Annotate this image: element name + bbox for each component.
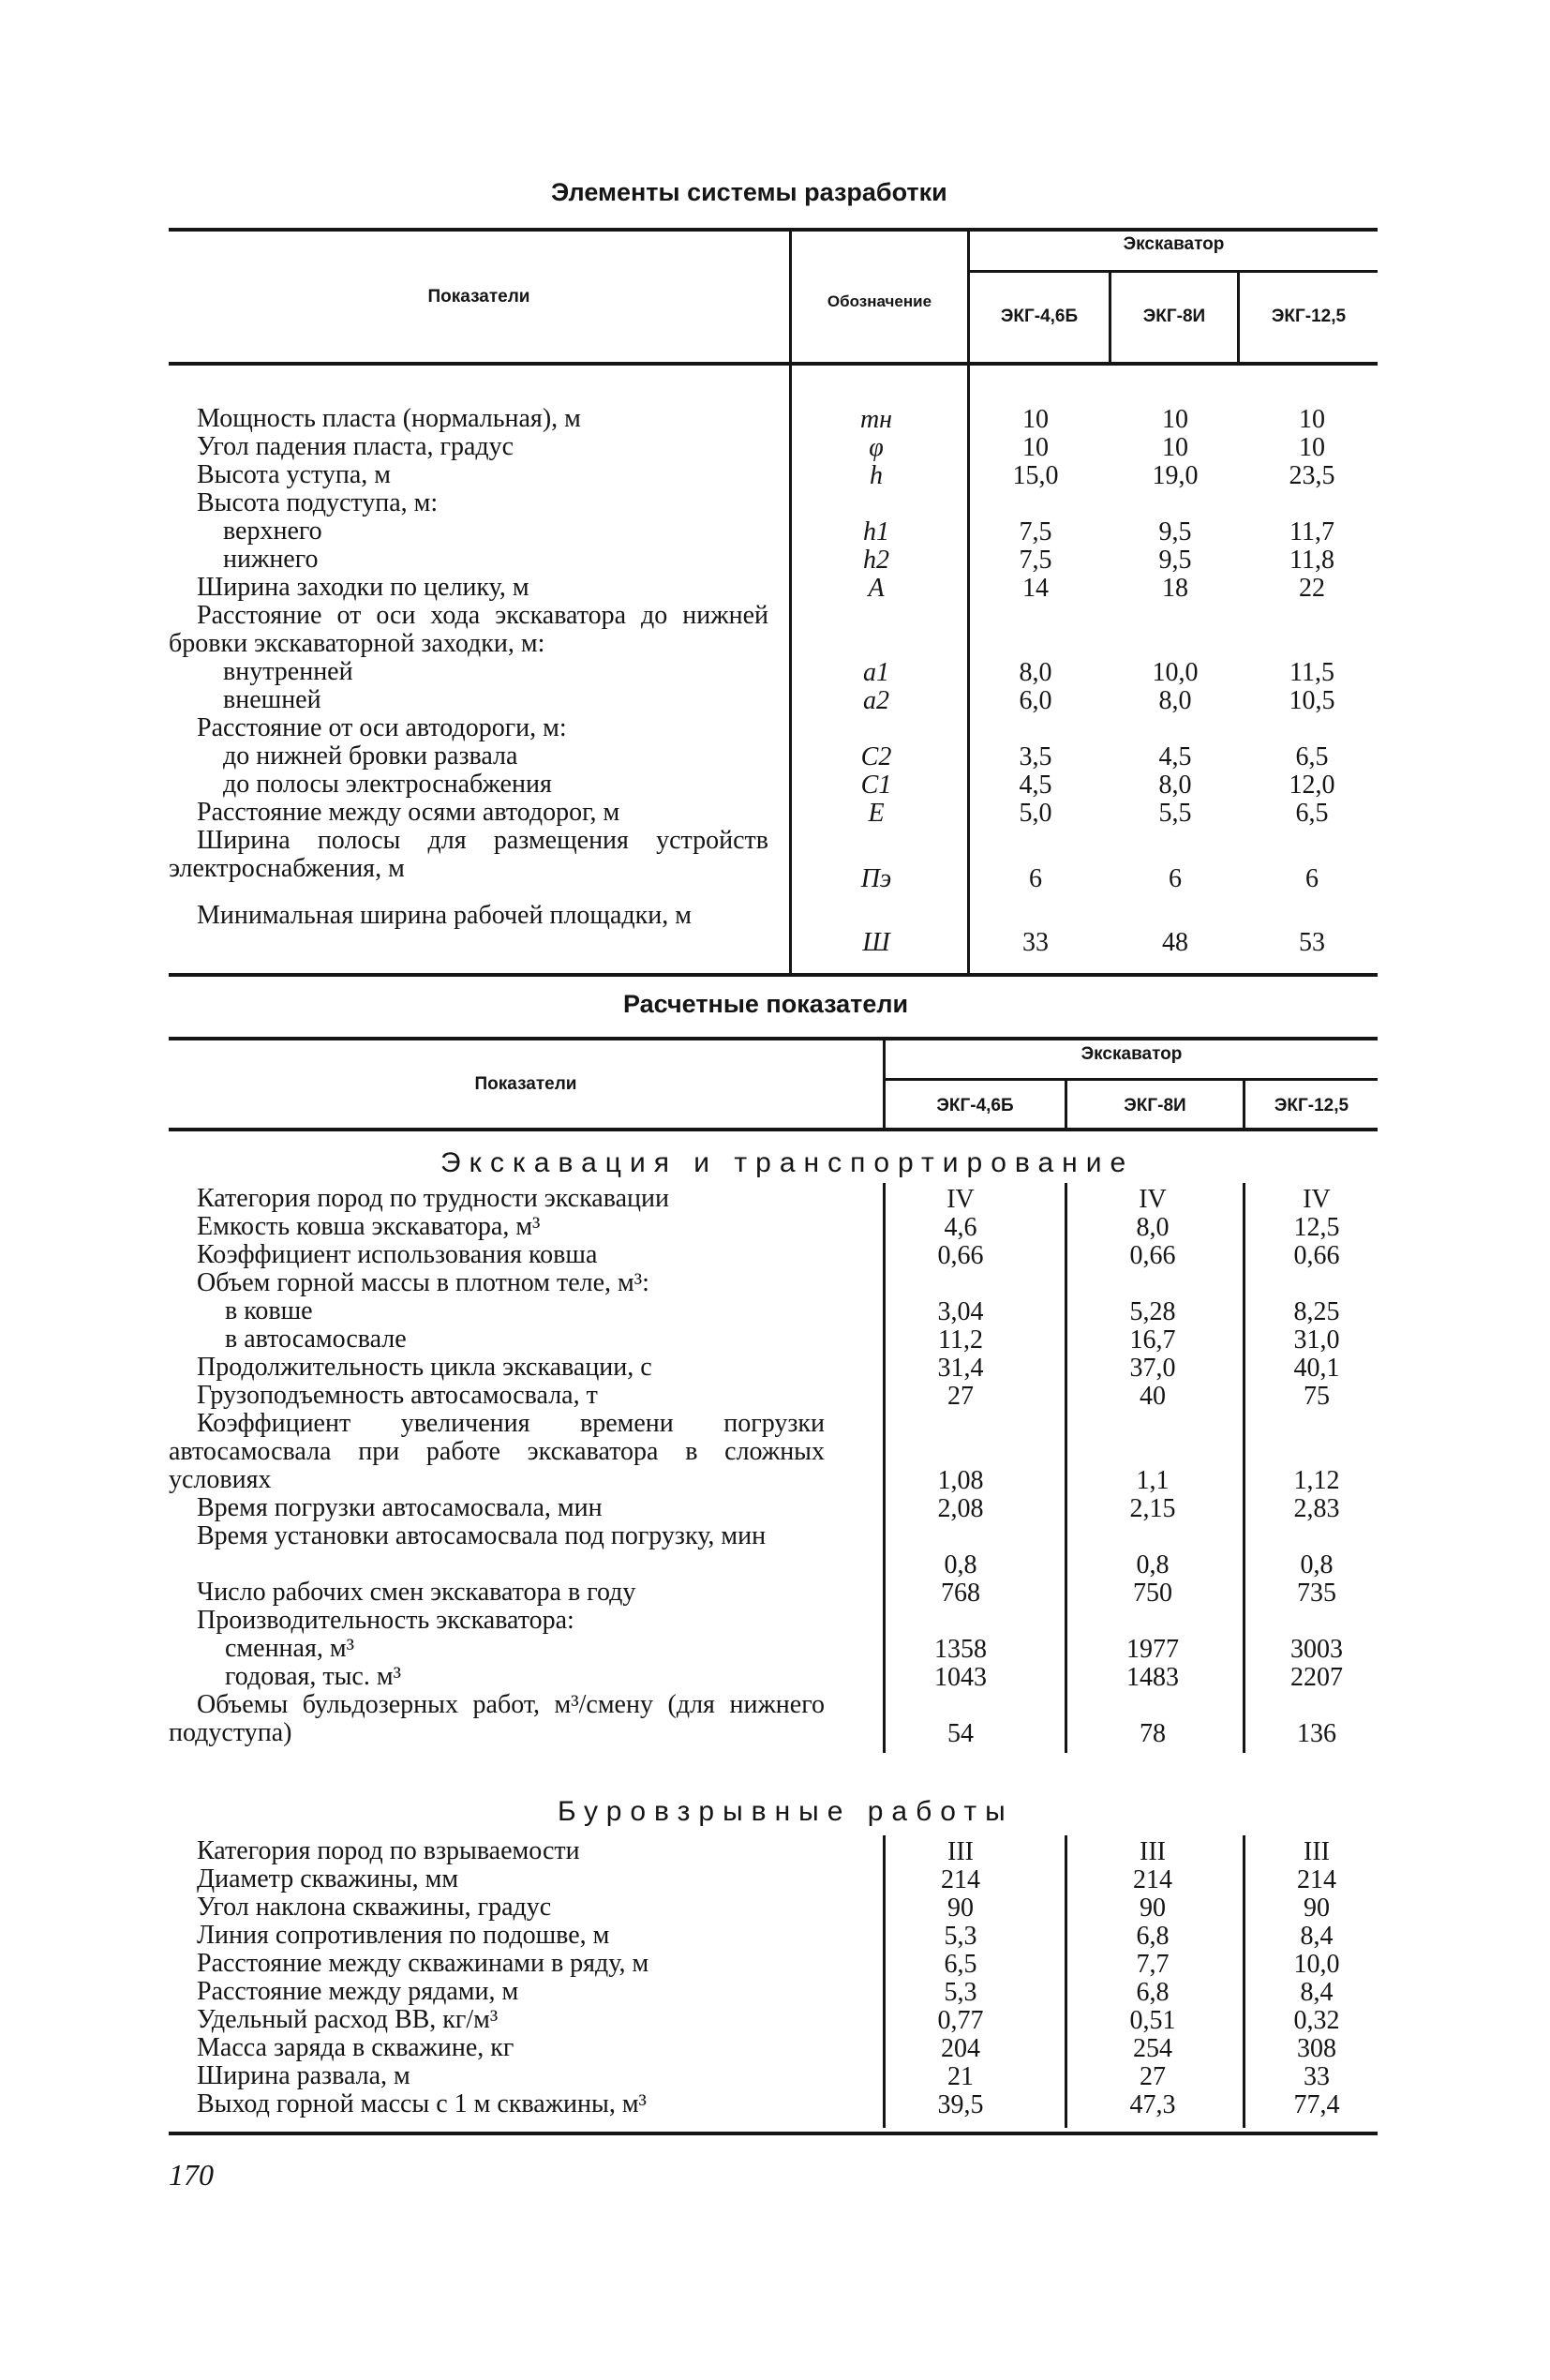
t2-s2-value-ekg46: 204 (941, 2034, 980, 2063)
t2-s2-value-ekg46: 5,3 (944, 1922, 977, 1951)
t1-value-ekg8: 8,0 (1158, 686, 1192, 715)
t2-s1-value-ekg8: 37,0 (1129, 1354, 1176, 1383)
t1-row-label: Расстояние между осями автодорог, м (197, 798, 620, 827)
t1-value-ekg46: 3,5 (1019, 742, 1052, 771)
t2-s2-value-ekg125: 214 (1297, 1865, 1336, 1894)
t2-s2-row-label: Угол наклона скважины, градус (197, 1893, 552, 1922)
t2-s1-value-ekg8: 1977 (1126, 1635, 1179, 1664)
t2-s2-value-ekg46: 6,5 (944, 1950, 977, 1979)
t1-row-label: Высота подуступа, м: (197, 488, 439, 517)
t2-s1-value-ekg125: 8,25 (1293, 1297, 1340, 1326)
t2-s1-value-ekg125: 0,66 (1293, 1241, 1340, 1270)
t1-row-label: Ширина заходки по целику, м (197, 573, 529, 602)
table2-header-indicators: Показатели (474, 1074, 577, 1094)
t1-row-symbol: С2 (860, 742, 892, 771)
t1-row-symbol: h1 (863, 517, 889, 546)
table1-header-model-2: ЭКГ-8И (1142, 307, 1206, 326)
section-excavation-title: Экскавация и транспортирование (440, 1147, 1135, 1178)
t1-row-label: внешней (223, 685, 321, 714)
t2-s1-row-label: Емкость ковша экскаватора, м³ (197, 1212, 541, 1241)
t1-value-ekg125: 6,5 (1295, 799, 1329, 828)
t2-s1-row-label: Коэффициент использования ковша (197, 1240, 598, 1269)
t2-s1-value-ekg46: 0,66 (937, 1241, 984, 1270)
table2-s2-divider-1 (883, 1835, 886, 2128)
table2-header-bottom-rule (169, 1128, 1378, 1131)
table1-header-designation: Обозначение (827, 292, 932, 310)
t1-row-symbol: Е (868, 799, 885, 828)
t2-s1-row-label: Объем горной массы в плотном теле, м³: (197, 1268, 649, 1297)
t1-row-symbol: Ш (862, 928, 890, 957)
t2-s1-value-ekg125: 735 (1297, 1579, 1336, 1608)
table1-header-model-1: ЭКГ-4,6Б (1000, 307, 1079, 326)
t2-s1-value-ekg46: 2,08 (937, 1494, 984, 1523)
t2-s1-value-ekg8: 8,0 (1136, 1213, 1170, 1242)
t1-value-ekg8: 18 (1162, 574, 1188, 603)
t1-value-ekg8: 48 (1162, 928, 1188, 957)
table2-header-excavator: Экскаватор (1081, 1044, 1183, 1064)
t2-s2-value-ekg125: 33 (1304, 2062, 1330, 2091)
t2-s1-value-ekg46: 3,04 (937, 1297, 984, 1326)
t2-s1-value-ekg125: 12,5 (1293, 1213, 1340, 1242)
t1-row-symbol: mн (859, 405, 893, 434)
t2-s1-value-ekg125: 2,83 (1293, 1494, 1340, 1523)
t2-s2-value-ekg8: 47,3 (1129, 2090, 1176, 2119)
t2-s2-row-label: Категория пород по взрываемости (197, 1836, 580, 1865)
t2-s1-row-label: Время погрузки автосамосвала, мин (197, 1493, 603, 1522)
t1-value-ekg125: 10 (1299, 433, 1325, 462)
t2-s1-value-ekg8: 1483 (1126, 1663, 1179, 1692)
t1-row-label: Мощность пласта (нормальная), м (197, 404, 581, 433)
t2-s2-value-ekg125: 8,4 (1300, 1978, 1334, 2007)
t2-s2-value-ekg8: 6,8 (1136, 1978, 1170, 2007)
t2-s2-value-ekg8: 7,7 (1136, 1950, 1170, 1979)
t1-value-ekg46: 4,5 (1019, 771, 1052, 800)
t1-value-ekg125: 11,5 (1289, 658, 1334, 687)
t1-row-label: Расстояние от оси автодороги, м: (197, 713, 567, 742)
t2-s2-row-label: Расстояние между рядами, м (197, 1977, 519, 2006)
t2-s2-value-ekg46: 5,3 (944, 1978, 977, 2007)
t2-s1-value-ekg46: 1358 (934, 1635, 987, 1664)
table1-header-model-3: ЭКГ-12,5 (1271, 307, 1347, 326)
t2-s1-row-label: в автосамосвале (225, 1325, 407, 1354)
t2-s1-value-ekg46: 768 (941, 1579, 980, 1608)
t2-s2-row-label: Удельный расход ВВ, кг/м³ (197, 2005, 499, 2034)
t1-value-ekg46: 8,0 (1019, 658, 1052, 687)
t2-s1-value-ekg125: 31,0 (1293, 1325, 1340, 1355)
table1-bottom-rule (169, 973, 1378, 977)
t1-value-ekg125: 10,5 (1289, 686, 1335, 715)
t2-s1-value-ekg125: 3003 (1290, 1635, 1343, 1664)
t1-row-symbol: А (868, 574, 885, 603)
t1-value-ekg46: 10 (1022, 405, 1049, 434)
t2-s2-row-label: Масса заряда в скважине, кг (197, 2033, 514, 2062)
t1-value-ekg8: 10 (1162, 433, 1188, 462)
t2-s2-value-ekg125: 10,0 (1293, 1950, 1340, 1979)
table1-top-rule (169, 228, 1378, 232)
t2-s1-row-label: Коэффициент увеличения времени погрузки автосамосвала при работе экскаватора в сложных условиях (169, 1409, 825, 1494)
t2-s1-row-label: Время установки автосамосвала под погрузку, мин (197, 1521, 767, 1550)
t2-s2-value-ekg46: III (947, 1837, 974, 1866)
t1-row-symbol: φ (869, 433, 884, 462)
t2-s2-value-ekg8: III (1140, 1837, 1166, 1866)
t2-s1-value-ekg125: 40,1 (1293, 1354, 1340, 1383)
t2-s2-value-ekg125: 8,4 (1300, 1922, 1334, 1951)
t1-value-ekg46: 15,0 (1012, 461, 1059, 490)
t2-s1-row-label: в ковше (225, 1296, 313, 1325)
t2-s2-value-ekg8: 254 (1133, 2034, 1172, 2063)
t2-s1-value-ekg8: 40 (1140, 1382, 1166, 1411)
t1-value-ekg125: 12,0 (1289, 771, 1335, 800)
t2-s2-value-ekg8: 6,8 (1136, 1922, 1170, 1951)
t2-s1-value-ekg8: 1,1 (1136, 1466, 1170, 1495)
table1-header-subrule (967, 270, 1378, 273)
t2-s1-value-ekg8: 16,7 (1129, 1325, 1176, 1355)
t1-value-ekg8: 9,5 (1158, 517, 1192, 546)
t2-s1-value-ekg46: 11,2 (938, 1325, 983, 1355)
t2-s1-value-ekg125: 0,8 (1300, 1550, 1334, 1579)
t1-value-ekg46: 6 (1029, 864, 1042, 893)
t2-s2-row-label: Расстояние между скважинами в ряду, м (197, 1949, 649, 1978)
t2-s2-value-ekg46: 39,5 (937, 2090, 984, 2119)
t1-value-ekg125: 23,5 (1289, 461, 1335, 490)
t2-s1-row-label: сменная, м³ (225, 1634, 354, 1663)
t1-value-ekg125: 53 (1299, 928, 1325, 957)
t1-value-ekg125: 10 (1299, 405, 1325, 434)
t2-s1-value-ekg8: 0,8 (1136, 1550, 1170, 1579)
t2-s1-value-ekg8: 0,66 (1129, 1241, 1176, 1270)
table1-body-divider-2 (967, 364, 970, 975)
t2-s1-row-label: Грузоподъемность автосамосвала, т (197, 1381, 598, 1410)
t2-s2-row-label: Ширина развала, м (197, 2061, 410, 2090)
t2-s2-value-ekg8: 214 (1133, 1865, 1172, 1894)
t2-s1-value-ekg46: 1043 (934, 1663, 987, 1692)
t1-row-symbol: h (870, 461, 883, 490)
t1-row-label: Ширина полосы для размещения устройств электроснабжения, м (169, 826, 768, 883)
t1-value-ekg125: 6 (1305, 864, 1319, 893)
t1-value-ekg125: 11,8 (1289, 546, 1334, 575)
t1-value-ekg46: 5,0 (1019, 799, 1052, 828)
t2-s2-row-label: Выход горной массы с 1 м скважины, м³ (197, 2089, 647, 2118)
t2-s1-value-ekg8: 750 (1133, 1579, 1172, 1608)
t1-row-label: верхнего (223, 516, 322, 546)
t2-s2-value-ekg125: 0,32 (1293, 2006, 1340, 2035)
t1-value-ekg46: 14 (1022, 574, 1049, 603)
t2-s1-value-ekg46: 31,4 (937, 1354, 984, 1383)
t1-row-symbol: h2 (863, 546, 889, 575)
t2-s1-value-ekg8: 2,15 (1129, 1494, 1176, 1523)
t1-value-ekg8: 19,0 (1152, 461, 1199, 490)
table2-header-model-2: ЭКГ-8И (1124, 1096, 1186, 1115)
t2-s1-row-label: Объемы бульдозерных работ, м³/смену (для нижнего подуступа) (169, 1690, 825, 1747)
t2-s1-row-label: Продолжительность цикла экскавации, с (197, 1353, 652, 1382)
t1-value-ekg8: 9,5 (1158, 546, 1192, 575)
t1-row-symbol: a1 (863, 658, 889, 687)
t2-s1-value-ekg46: 4,6 (944, 1213, 977, 1242)
t2-s1-value-ekg46: IV (946, 1185, 975, 1214)
t2-s1-row-label: годовая, тыс. м³ (225, 1662, 401, 1691)
t2-s1-value-ekg8: 78 (1140, 1719, 1166, 1748)
t1-row-label: Минимальная ширина рабочей площадки, м (197, 901, 692, 930)
page-number: 170 (169, 2158, 214, 2192)
t1-row-symbol: Пэ (860, 864, 892, 893)
t2-s1-value-ekg125: 1,12 (1293, 1466, 1340, 1495)
t1-value-ekg8: 4,5 (1158, 742, 1192, 771)
t1-value-ekg46: 7,5 (1019, 517, 1052, 546)
t2-s1-value-ekg8: 5,28 (1129, 1297, 1176, 1326)
t2-s2-value-ekg125: 90 (1304, 1894, 1330, 1923)
table1-body-divider-1 (789, 364, 792, 975)
table2-header-model-3: ЭКГ-12,5 (1274, 1096, 1349, 1115)
t2-s1-value-ekg125: 75 (1304, 1382, 1330, 1411)
table1-header-excavator: Экскаватор (1123, 234, 1225, 254)
t1-row-label: Высота уступа, м (197, 460, 391, 489)
table2-s1-divider-1 (883, 1183, 886, 1753)
t1-row-label: Расстояние от оси хода экскаватора до нижней бровки экскаваторной заходки, м: (169, 601, 768, 658)
table2-s2-divider-2 (1065, 1835, 1067, 2128)
t2-s1-value-ekg46: 1,08 (937, 1466, 984, 1495)
table2-title: Расчетные показатели (623, 990, 909, 1018)
t1-value-ekg125: 11,7 (1289, 517, 1334, 546)
t1-value-ekg8: 8,0 (1158, 771, 1192, 800)
t2-s2-value-ekg46: 0,77 (937, 2006, 984, 2035)
t1-value-ekg46: 10 (1022, 433, 1049, 462)
table2-bottom-rule (169, 2132, 1378, 2135)
table1-header-indicators: Показатели (427, 287, 530, 307)
t2-s1-row-label: Число рабочих смен экскаватора в году (197, 1578, 636, 1607)
table2-top-rule (169, 1037, 1378, 1040)
t1-row-label: до нижней бровки развала (223, 741, 518, 771)
t1-value-ekg8: 10 (1162, 405, 1188, 434)
t2-s2-value-ekg46: 21 (947, 2062, 974, 2091)
t2-s2-value-ekg46: 90 (947, 1894, 974, 1923)
t2-s1-value-ekg125: 136 (1297, 1719, 1336, 1748)
t1-value-ekg125: 22 (1299, 574, 1325, 603)
t2-s1-value-ekg125: 2207 (1290, 1663, 1343, 1692)
t1-value-ekg8: 5,5 (1158, 799, 1192, 828)
table2-header-model-1: ЭКГ-4,6Б (936, 1096, 1014, 1115)
t1-row-symbol: a2 (863, 686, 889, 715)
t2-s2-value-ekg46: 214 (941, 1865, 980, 1894)
t2-s1-value-ekg125: IV (1303, 1185, 1331, 1214)
table1-title: Элементы системы разработки (551, 178, 947, 206)
t2-s2-value-ekg125: III (1304, 1837, 1330, 1866)
t2-s2-value-ekg8: 90 (1140, 1894, 1166, 1923)
t2-s1-value-ekg46: 54 (947, 1719, 974, 1748)
section-blasting-title: Буровзрывные работы (558, 1796, 1014, 1827)
t2-s1-row-label: Производительность экскаватора: (197, 1606, 574, 1635)
table1-header-bottom-rule (169, 362, 1378, 366)
t1-row-label: внутренней (223, 657, 353, 686)
t2-s2-value-ekg125: 308 (1297, 2034, 1336, 2063)
t2-s1-value-ekg8: IV (1139, 1185, 1167, 1214)
t1-value-ekg8: 10,0 (1152, 658, 1199, 687)
t2-s2-value-ekg125: 77,4 (1293, 2090, 1340, 2119)
t1-value-ekg46: 7,5 (1019, 546, 1052, 575)
t2-s2-row-label: Линия сопротивления по подошве, м (197, 1921, 610, 1950)
table2-s1-divider-2 (1065, 1183, 1067, 1753)
t1-row-label: до полосы электроснабжения (223, 770, 552, 799)
t2-s2-row-label: Диаметр скважины, мм (197, 1864, 459, 1894)
t1-value-ekg46: 33 (1022, 928, 1049, 957)
table2-header-subrule (883, 1078, 1378, 1081)
t1-row-symbol: С1 (860, 771, 892, 800)
t2-s2-value-ekg8: 0,51 (1129, 2006, 1176, 2035)
t2-s1-row-label: Категория пород по трудности экскавации (197, 1184, 669, 1213)
t1-row-label: Угол падения пласта, градус (197, 432, 514, 461)
t2-s1-value-ekg46: 0,8 (944, 1550, 977, 1579)
t1-value-ekg46: 6,0 (1019, 686, 1052, 715)
table2-s1-divider-3 (1243, 1183, 1245, 1753)
t2-s2-value-ekg8: 27 (1140, 2062, 1166, 2091)
table2-s2-divider-3 (1243, 1835, 1245, 2128)
t1-value-ekg125: 6,5 (1295, 742, 1329, 771)
t2-s1-value-ekg46: 27 (947, 1382, 974, 1411)
t1-row-label: нижнего (223, 545, 319, 574)
t1-value-ekg8: 6 (1169, 864, 1182, 893)
